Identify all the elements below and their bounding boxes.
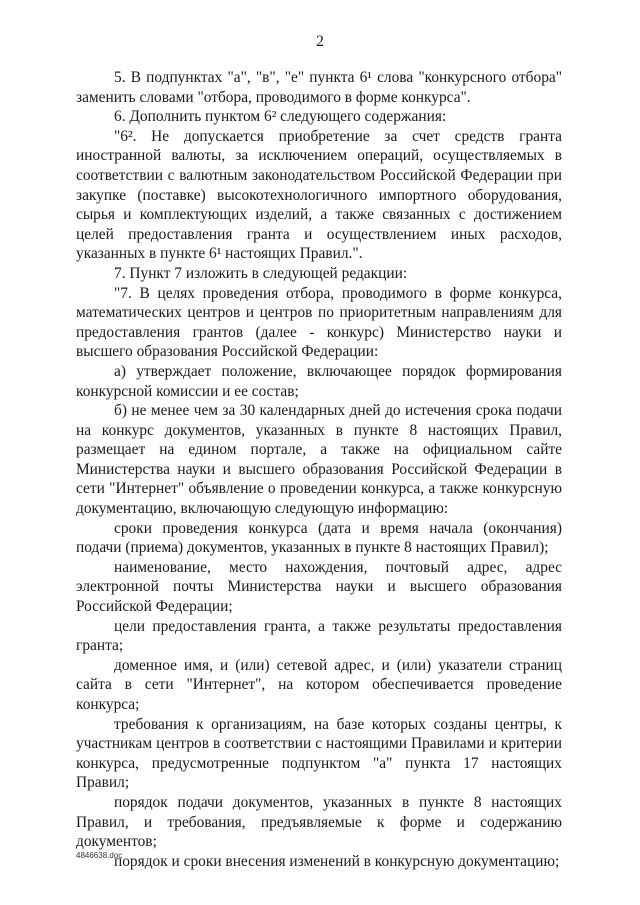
- paragraph-list-item: порядок подачи документов, указанных в пункте 8 настоящих Правил, и требования, предъявляемые к форме и содержанию документов;: [76, 793, 562, 851]
- document-filename: 4846638.doc: [76, 851, 123, 860]
- paragraph-list-item: цели предоставления гранта, а также результаты предоставления гранта;: [76, 617, 562, 655]
- paragraph-item-7: 7. Пункт 7 изложить в следующей редакции:: [114, 264, 408, 282]
- paragraph-point-7: "7. В целях проведения отбора, проводимого в форме конкурса, математических центров и центров по приоритетным направлениям для предоставления грантов (далее - конкурс) Министерство науки и высшего образования Российской Федерации:: [76, 284, 562, 361]
- paragraph-subitem-a: а) утверждает положение, включающее порядок формирования конкурсной комиссии и ее состав;: [76, 362, 562, 400]
- paragraph-list-item: сроки проведения конкурса (дата и время начала (окончания) подачи (приема) документов, указанных в пункте 8 настоящих Правил);: [76, 519, 562, 557]
- paragraph-list-item: порядок и сроки внесения изменений в конкурсную документацию;: [114, 852, 560, 870]
- paragraph-item-5: 5. В подпунктах "а", "в", "е" пункта 6¹ слова "конкурсного отбора" заменить словами "отбора, проводимого в форме конкурса".: [76, 69, 562, 106]
- page-number: 2: [316, 33, 324, 50]
- paragraph-point-6-2: "6². Не допускается приобретение за счет средств гранта иностранной валюты, за исключением операций, осуществляемых в соответствии с валютным законодательством Российской Федерации при закупке (поставке) высокотехнологичного импортного оборудования, сырья и комплектующих изделий, а также связанных с достижением целей предоставления гранта и осуществлением иных расходов, указанных в пункте 6¹ настоящих Правил.".: [76, 127, 562, 263]
- paragraph-list-item: наименование, место нахождения, почтовый адрес, адрес электронной почты Министерства науки и высшего образования Российской Федерации;: [76, 558, 562, 616]
- paragraph-subitem-b: б) не менее чем за 30 календарных дней до истечения срока подачи на конкурс документов, указанных в пункте 8 настоящих Правил, размещает на едином портале, а также на официальном сайте Министерства науки и высшего образования Российской Федерации в сети "Интернет" объявление о проведении конкурса, а также конкурсную документацию, включающую следующую информацию:: [76, 402, 562, 518]
- paragraph-list-item: доменное имя, и (или) сетевой адрес, и (или) указатели страниц сайта в сети "Интернет", на котором обеспечивается проведение конкурса;: [76, 656, 562, 713]
- document-body: [76, 68, 562, 871]
- paragraph-item-6: 6. Дополнить пунктом 6² следующего содержания:: [114, 108, 447, 126]
- paragraph-list-item: требования к организациям, на базе которых созданы центры, к участникам центров в соответствии с настоящими Правилами и критерии конкурса, предусмотренные подпунктом "а" пункта 17 настоящих Правил;: [76, 715, 562, 792]
